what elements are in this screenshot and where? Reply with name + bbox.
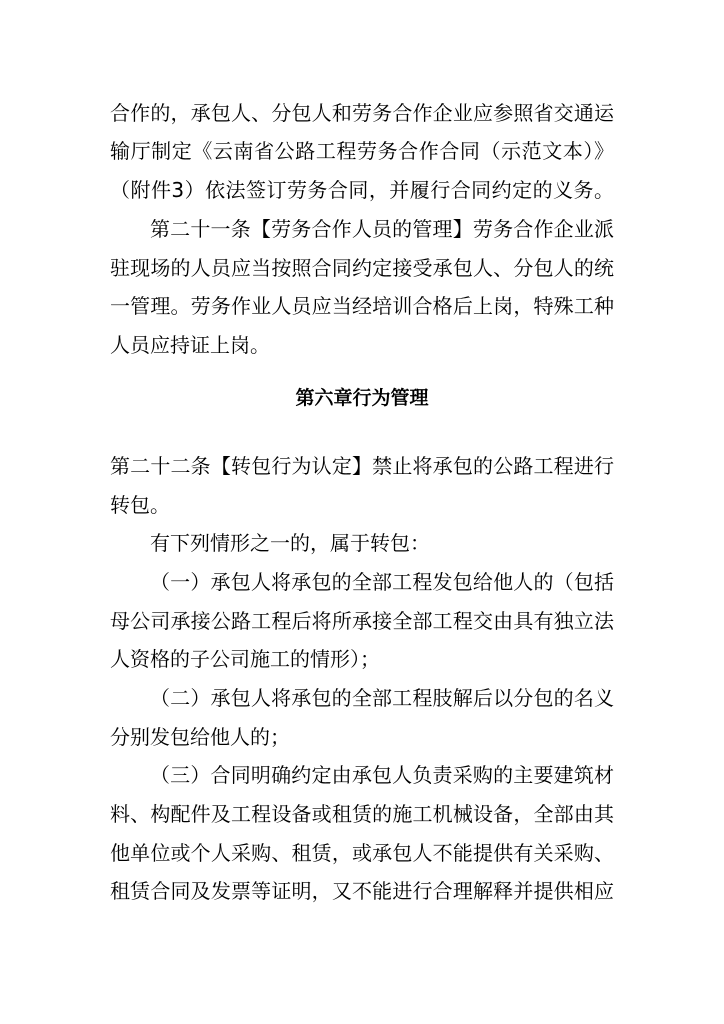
paragraph-line: 分别发包给他人的； bbox=[110, 725, 290, 749]
paragraph-line: 母公司承接公路工程后将所承接全部工程交由具有独立法 bbox=[110, 609, 614, 633]
chapter-heading: 第六章行为管理 bbox=[295, 387, 429, 409]
article-21-line: 第二十一条【劳务合作人员的管理】劳务合作企业派 bbox=[150, 217, 614, 241]
paragraph-line: 转包。 bbox=[110, 493, 170, 517]
paragraph-line: 租赁合同及发票等证明，又不能进行合理解释并提供相应 bbox=[110, 879, 614, 903]
paragraph-line: 人员应持证上岗。 bbox=[110, 333, 270, 357]
paragraph-line: 驻现场的人员应当按照合同约定接受承包人、分包人的统 bbox=[110, 256, 614, 280]
list-item-1-line: （一）承包人将承包的全部工程发包给他人的（包括 bbox=[150, 570, 614, 594]
article-22-line: 第二十二条【转包行为认定】禁止将承包的公路工程进行 bbox=[110, 454, 614, 478]
paragraph-line: 有下列情形之一的，属于转包： bbox=[150, 531, 430, 555]
paragraph-line: 合作的，承包人、分包人和劳务合作企业应参照省交通运 bbox=[110, 101, 614, 125]
paragraph-line: 输厅制定《云南省公路工程劳务合作合同（示范文本）》 bbox=[110, 139, 614, 163]
paragraph-line: （附件3）依法签订劳务合同，并履行合同约定的义务。 bbox=[110, 178, 614, 202]
list-item-2-line: （二）承包人将承包的全部工程肢解后以分包的名义 bbox=[150, 686, 614, 710]
list-item-3-line: （三）合同明确约定由承包人负责采购的主要建筑材 bbox=[150, 763, 614, 787]
paragraph-line: 他单位或个人采购、租赁，或承包人不能提供有关采购、 bbox=[110, 841, 614, 865]
paragraph-line: 一管理。劳务作业人员应当经培训合格后上岗，特殊工种 bbox=[110, 294, 614, 318]
paragraph-line: 人资格的子公司施工的情形）； bbox=[110, 647, 380, 671]
paragraph-line: 料、构配件及工程设备或租赁的施工机械设备，全部由其 bbox=[110, 802, 614, 826]
